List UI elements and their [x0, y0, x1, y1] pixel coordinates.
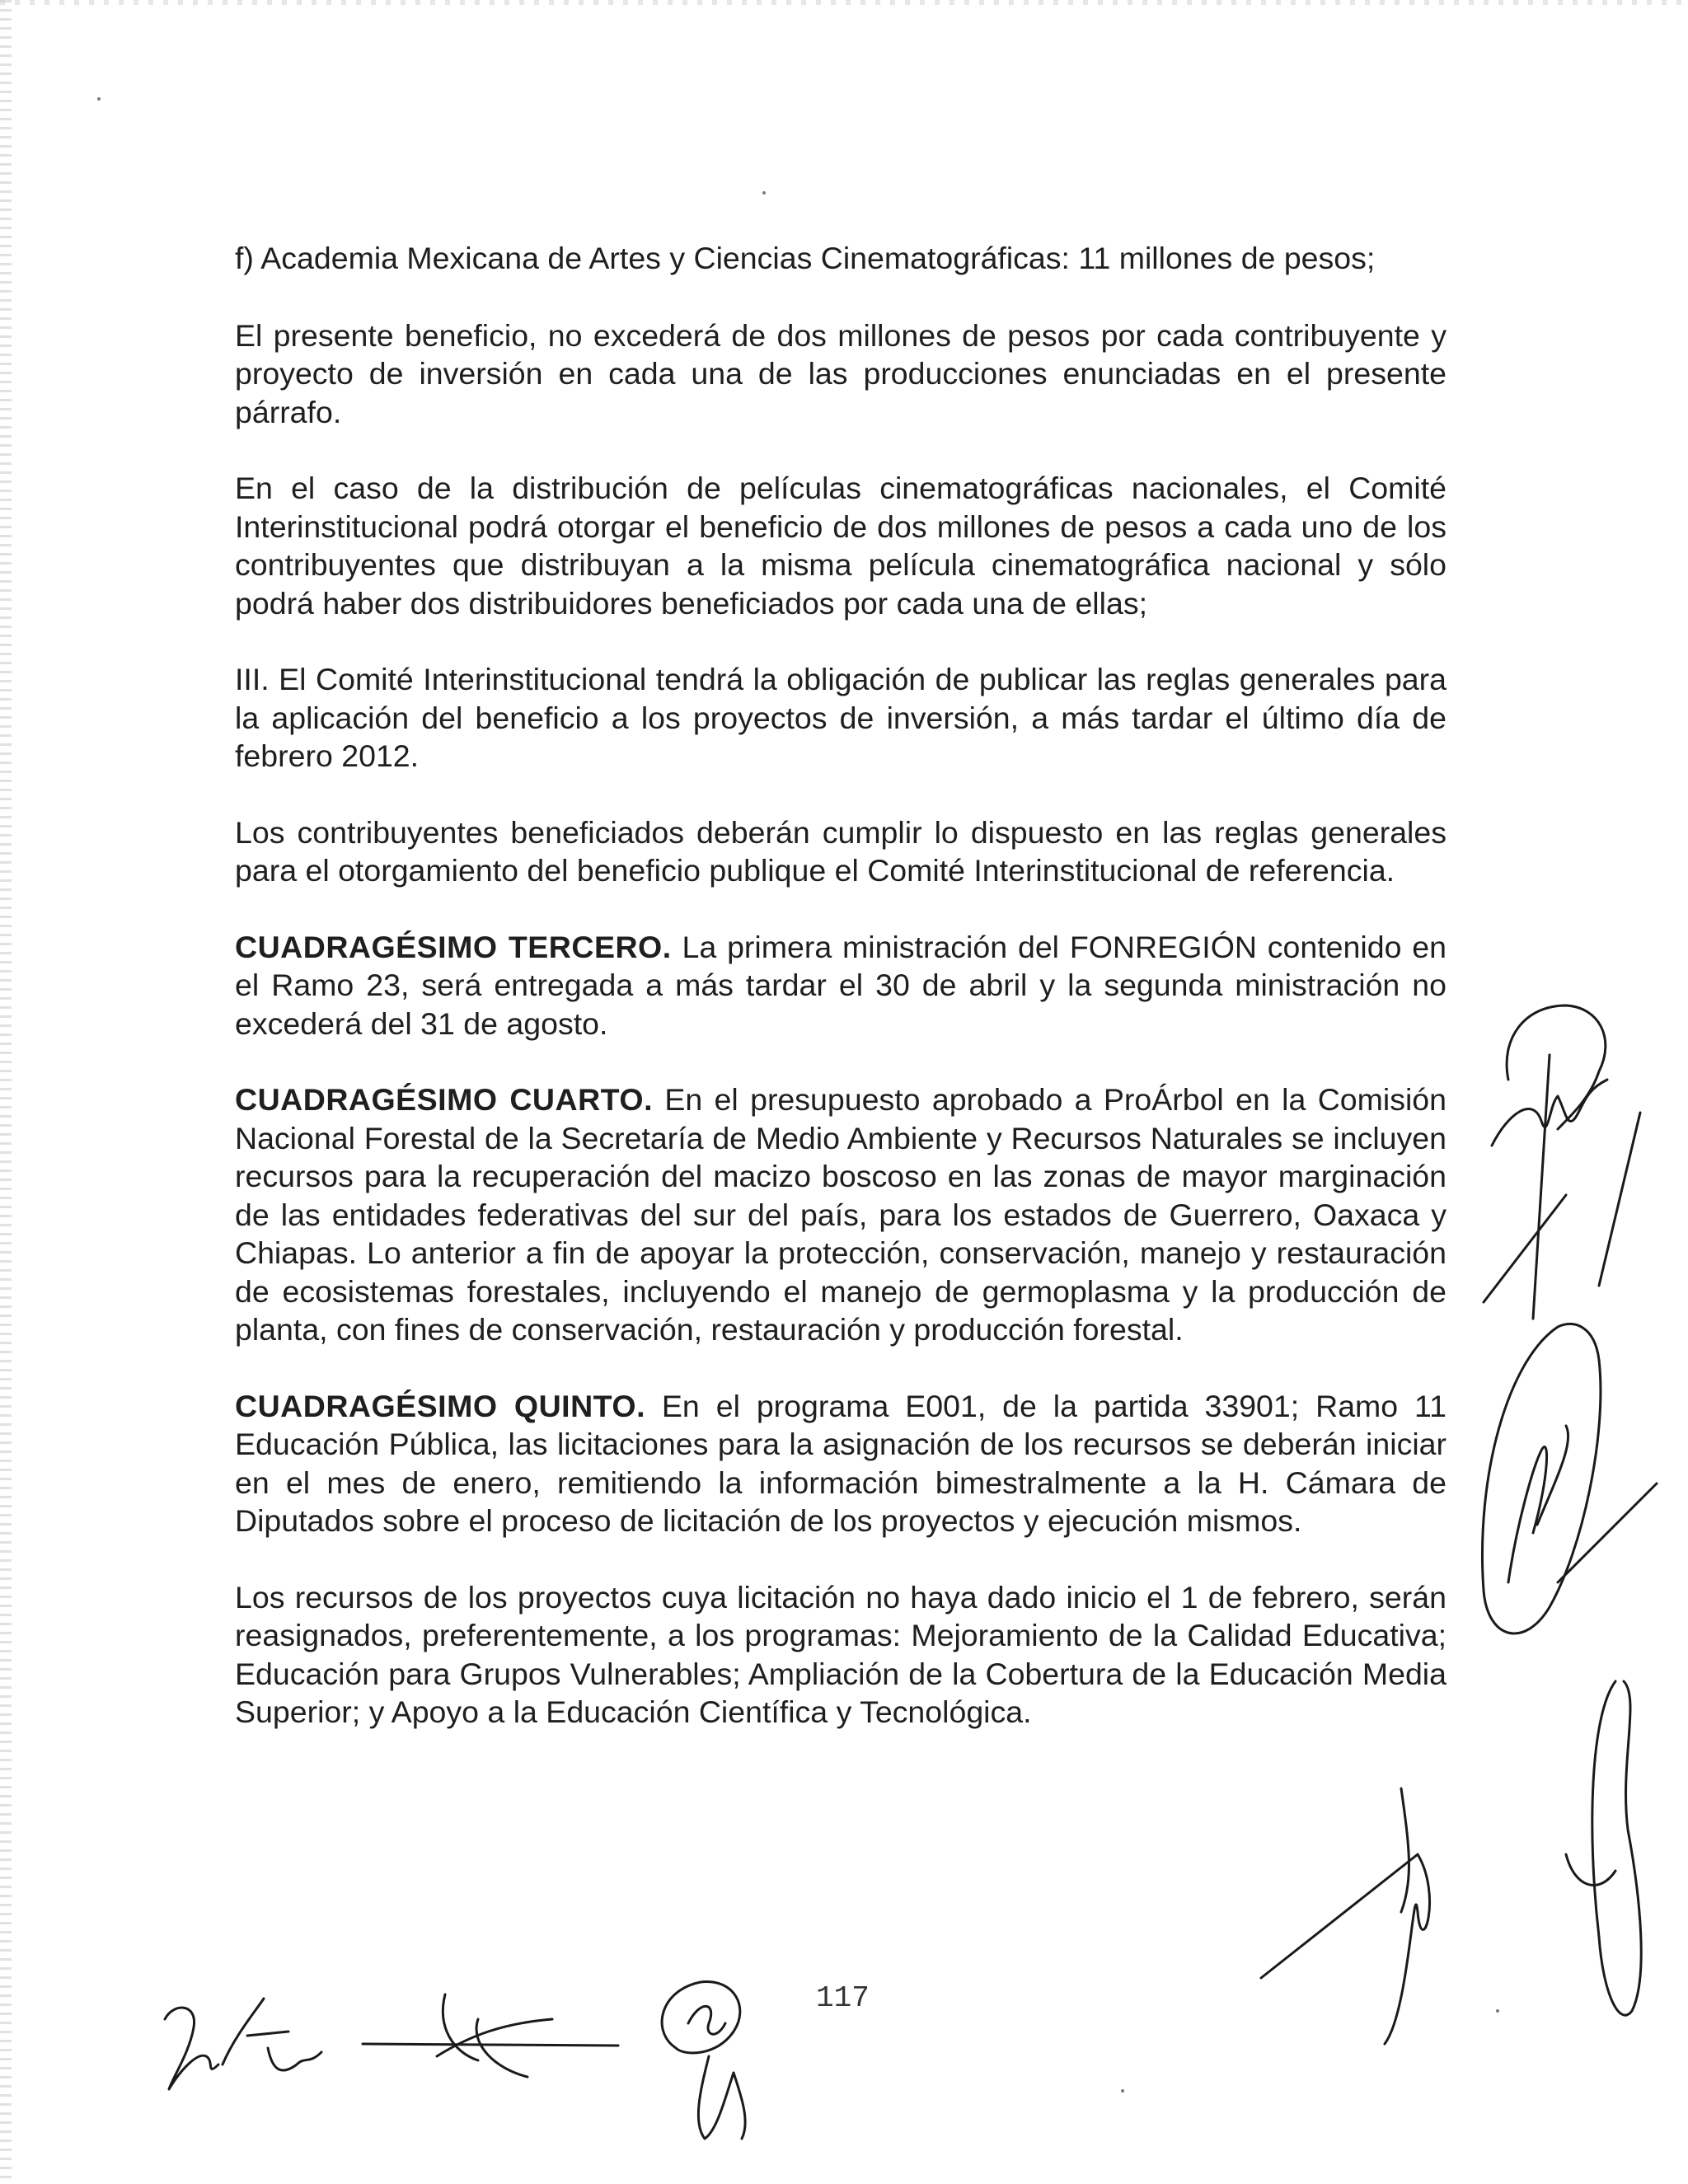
- paragraph-item-iii: III. El Comité Interinstitucional tendrá la obligación de publicar las reglas generales para la aplicación del beneficio a los proyectos de inversión, a más tardar el último día de febrero 2012.: [235, 662, 1447, 773]
- document-body: [235, 239, 1447, 1769]
- page-number: 117: [816, 1981, 870, 2015]
- article-45: [235, 1387, 1447, 1540]
- article-44-text: En el presupuesto aprobado a ProÁrbol en la Comisión Nacional Forestal de la Secretaría de Medio Ambiente y Recursos Naturales se incluyen recursos para la recuperación del macizo boscoso en las zonas de mayor marginación de las entidades federativas del sur del país, para los estados de Guerrero, Oaxaca y Chiapas. Lo anterior a fin de apoyar la protección, conservación, manejo y restauración de ecosistemas forestales, incluyendo el manejo de germoplasma y la producción de planta, con fines de conservación, restauración y producción forestal.: [235, 1082, 1447, 1347]
- handwritten-signature-icon: [1459, 1310, 1665, 1657]
- article-43-heading: CUADRAGÉSIMO TERCERO.: [235, 929, 672, 964]
- paragraph-beneficiaries: Los contribuyentes beneficiados deberán cumplir lo dispuesto en las reglas generales para el otorgamiento del beneficio publique el Comité Interinstitucional de referencia.: [235, 814, 1447, 888]
- initials-mark-icon: [354, 1978, 626, 2085]
- article-43: [235, 928, 1447, 1043]
- handwritten-signature-icon: [1475, 989, 1665, 1335]
- article-45-heading: CUADRAGÉSIMO QUINTO.: [235, 1388, 645, 1423]
- paragraph-closing: Los recursos de los proyectos cuya licitación no haya dado inicio el 1 de febrero, serán reasignados, preferentemente, a los programas: Mejoramiento de la Calidad Educativa; Educación para Grupos Vulnerables; Ampliación de la Cobertura de la Educación Media Superior; y Apoyo a la Educación Científica y Tecnológica.: [235, 1579, 1447, 1729]
- scan-speck: [1121, 2089, 1124, 2093]
- article-44-heading: CUADRAGÉSIMO CUARTO.: [235, 1082, 653, 1117]
- scan-edge-noise: [0, 0, 12, 2184]
- article-45-text: En el programa E001, de la partida 33901; Ramo 11 Educación Pública, las licitaciones para la asignación de los recursos se deberán iniciar en el mes de enero, remitiendo la información bimestralmente a la H. Cámara de Diputados sobre el proceso de licitación de los proyectos y ejecución mismos.: [235, 1388, 1447, 1538]
- handwritten-signature-icon: [1253, 1665, 1681, 2052]
- scan-top-noise: [0, 0, 1688, 5]
- paragraph-distribution: En el caso de la distribución de películas cinematográficas nacionales, el Comité Interinstitucional podrá otorgar el beneficio de dos millones de pesos a cada uno de los contribuyentes que distribuyan a la misma película cinematográfica nacional y sólo podrá haber dos distribuidores beneficiados por cada una de ellas;: [235, 471, 1447, 621]
- scan-speck: [97, 97, 101, 101]
- scan-speck: [762, 191, 766, 194]
- scan-speck: [1496, 2009, 1499, 2013]
- paragraph-item-f: f) Academia Mexicana de Artes y Ciencias Cinematográficas: 11 millones de pesos;: [235, 241, 1376, 275]
- article-44: [235, 1080, 1447, 1349]
- paragraph-benefit-limit: El presente beneficio, no excederá de dos millones de pesos por cada contribuyente y proyecto de inversión en cada una de las producciones enunciadas en el presente párrafo.: [235, 317, 1447, 429]
- initials-mark-icon: [157, 1986, 346, 2102]
- initials-mark-icon: [626, 1966, 791, 2147]
- article-43-text: La primera ministración del FONREGIÓN contenido en el Ramo 23, será entregada a más tardar el 30 de abril y la segunda ministración no excederá del 31 de agosto.: [235, 929, 1447, 1041]
